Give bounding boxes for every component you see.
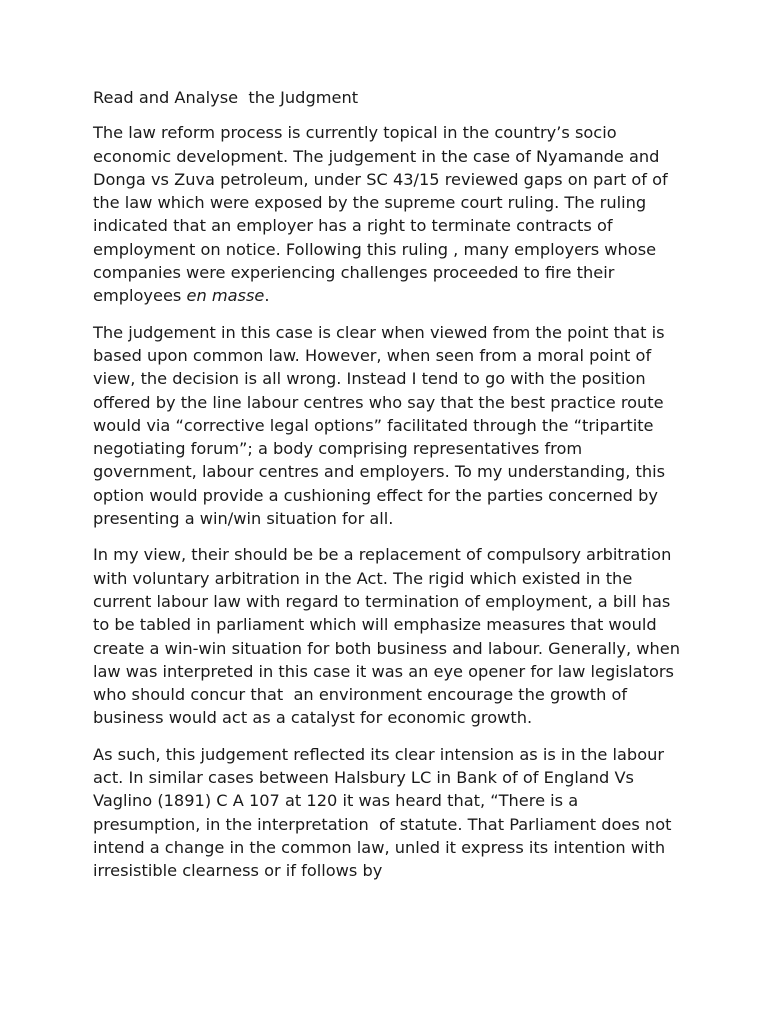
paragraph-law-reform-end: . xyxy=(264,286,270,306)
document-page xyxy=(93,86,686,896)
paragraph-arbitration: In my view, their should be be a replacement of compulsory arbitration with voluntary arbitration in the Act. The rigid which existed in the current labour law with regard to termination of employment, a bill has to be tabled in parliament which will emphasize measures that would create a win-win situation for both business and labour. Generally, when law was interpreted in this case it was an eye opener for law legislators who should concur that an environment encourage the growth of business would act as a catalyst for economic growth. xyxy=(93,545,686,728)
paragraph-halsbury: As such, this judgement reflected its clear intension as is in the labour act. In similar cases between Halsbury LC in Bank of of England Vs Vaglino (1891) C A 107 at 120 it was heard that, “There is a presumption, in the interpretation of statute. That Parliament does not intend a change in the common law, unled it express its intention with irresistible clearness or if follows by xyxy=(93,744,677,881)
paragraph-law-reform xyxy=(93,121,683,307)
document-heading: Read and Analyse the Judgment xyxy=(93,88,359,107)
paragraph-law-reform-italic: en masse xyxy=(186,286,265,306)
paragraph-judgement-view: The judgement in this case is clear when viewed from the point that is based upon common law. However, when seen from a moral point of view, the decision is all wrong. Instead I tend to go with the position offered by the line labour centres who say that the best practice route would via “corrective legal options” facilitated through the “tripartite negotiating forum”; a body comprising representatives from government, labour centres and employers. To my understanding, this option would provide a cushioning effect for the parties concerned by presenting a win/win situation for all. xyxy=(93,322,671,529)
paragraph-law-reform-text: The law reform process is currently topical in the country’s socio economic development. The judgement in the case of Nyamande and Donga vs Zuva petroleum, under SC 43/15 reviewed gaps on part of of the law which were exposed by the supreme court ruling. The ruling indicated that an employer has a right to terminate contracts of employment on notice. Following this ruling , many employers whose companies were experiencing challenges proceeded to fire their employees xyxy=(93,123,673,306)
